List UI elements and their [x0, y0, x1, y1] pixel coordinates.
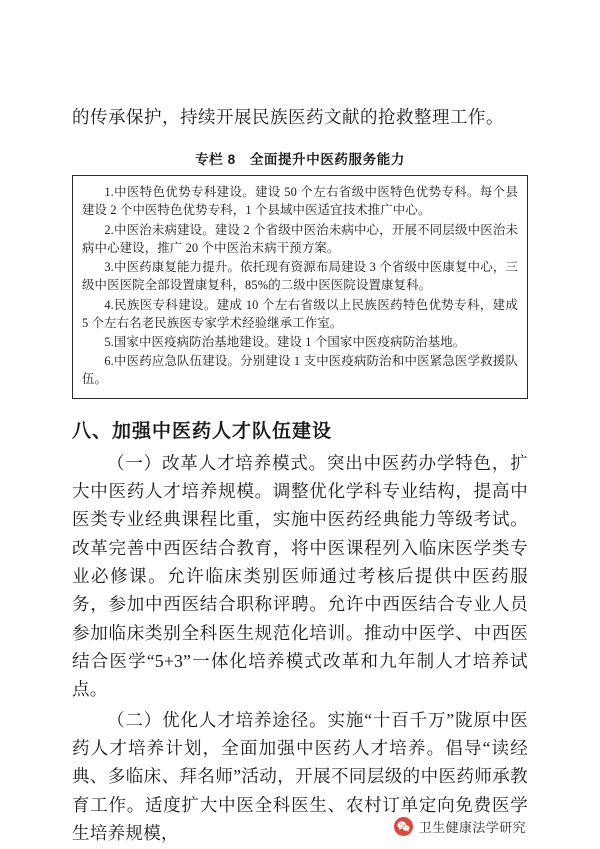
callout-item: 4.民族医专科建设。建成 10 个左右省级以上民族医药特色优势专科，建成 5 个左右名老民族医专家学术经验继承工作室。 [82, 297, 518, 330]
callout-item: 5.国家中医疫病防治基地建设。建设 1 个国家中医疫病防治基地。 [104, 335, 466, 349]
callout-item: 6.中医药应急队伍建设。分别建设 1 支中医疫病防治和中医紧急医学救援队伍。 [82, 354, 518, 387]
page-footer [0, 803, 600, 849]
body-paragraph: （一）改革人才培养模式。突出中医药办学特色，扩大中医药人才培养规模。调整优化学科专业结构，提高中医类专业经典课程比重，实施中医药经典能力等级考试。改革完善中西医结合教育，将中医课程列入临床医学类专业必修课。允许临床类别医师通过考核后提供中医药服务，参加中西医结合职称评聘。允许中西医结合专业人员参加临床类别全科医生规范化培训。推动中医学、中西医结合医学“5+3”一体化培养模式改革和九年制人才培养试点。 [72, 452, 528, 700]
callout-item: 1.中医特色优势专科建设。建设 50 个左右省级中医特色优势专科。每个县建设 2 个中医特色优势专科，1 个县域中医适宜技术推广中心。 [82, 185, 518, 218]
footer-label: 卫生健康法学研究 [418, 819, 526, 835]
section-heading: 八、加强中医药人才队伍建设 [72, 420, 333, 442]
wechat-icon [394, 817, 413, 836]
callout-item: 2.中医治未病建设。建设 2 个省级中医治未病中心，开展不同层级中医治未病中心建设，推广 20 个中医治未病干预方案。 [82, 222, 518, 255]
top-paragraph: 的传承保护，持续开展民族医药文献的抢救整理工作。 [72, 107, 504, 127]
footer-brand [394, 817, 526, 836]
callout-item: 3.中医药康复能力提升。依托现有资源布局建设 3 个省级中医康复中心，三级中医医院全部设置康复科，85%的二级中医医院设置康复科。 [82, 260, 518, 293]
body-paragraph: （二）优化人才培养途径。实施“十百千万”陇原中医药人才培养计划，全面加强中医药人才培养。倡导“读经典、多临床、拜名师”活动，开展不同层级的中医药师承教育工作。适度扩大中医全科医生、农村订单定向免费医学生培养规模， [72, 709, 528, 844]
callout-title: 专栏 8 全面提升中医药服务能力 [195, 152, 405, 168]
callout-box [72, 175, 528, 399]
